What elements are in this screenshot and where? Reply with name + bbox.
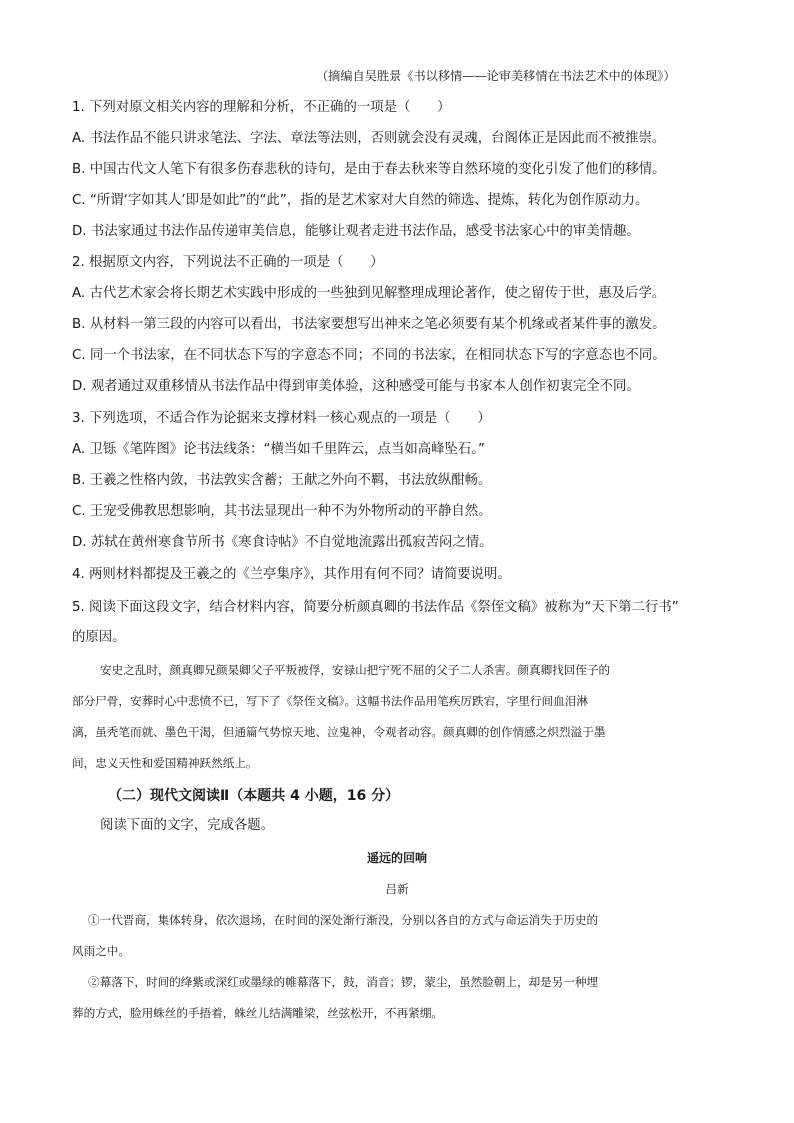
- question-stem: 3. 下列选项，不适合作为论据来支撑材料一核心观点的一项是（ ）: [72, 411, 491, 426]
- passage-line: 安史之乱时，颜真卿兄颜杲卿父子平叛被俘，安禄山把宁死不屈的父子二人杀害。颜真卿找回侄子的: [100, 663, 611, 677]
- question-stem: 1. 下列对原文相关内容的理解和分析，不正确的一项是（ ）: [72, 100, 451, 115]
- option-a: A. 卫铄《笔阵图》论书法线条：“横当如千里阵云，点当如高峰坠石。”: [72, 442, 485, 457]
- option-c: C. 王宠受佛教思想影响，其书法显现出一种不为外物所动的平静自然。: [72, 504, 492, 519]
- question-stem-line-1: 5. 阅读下面这段文字，结合材料内容，简要分析颜真卿的书法作品《祭侄文稿》被称为“天下第二行书”: [72, 600, 679, 615]
- passage-line: 部分尸骨，安葬时心中悲愤不已，写下了《祭侄文稿》。这幅书法作品用笔疾厉跌宕，字里行间血泪淋: [72, 694, 588, 708]
- passage-line: 漓，虽秃笔而就、墨色干渴，但通篇气势惊天地、泣鬼神，令观者动容。颜真卿的创作情感之炽烈溢于墨: [72, 725, 606, 739]
- passage-line: 间，忠义天性和爱国精神跃然纸上。: [72, 756, 258, 770]
- section-heading: （二）现代文阅读Ⅱ（本题共 4 小题，16 分）: [108, 788, 400, 804]
- article-author: 吕新: [385, 882, 409, 896]
- paragraph-line: ②幕落下，时间的绛紫或深红或墨绿的帷幕落下，鼓，消音；锣，蒙尘，虽然脸朝上，却是另一种埋: [88, 975, 599, 989]
- paragraph-line: 葬的方式，脸用蛛丝的手捂着，蛛丝儿结满雕梁，丝弦松开，不再紧绷。: [72, 1006, 444, 1020]
- option-a: A. 书法作品不能只讲求笔法、字法、章法等法则，否则就会没有灵魂，台阁体正是因此而不被推崇。: [72, 131, 666, 146]
- option-a: A. 古代艺术家会将长期艺术实践中形成的一些独到见解整理成理论著作，使之留传于世，惠及后学。: [72, 286, 666, 301]
- option-b: B. 中国古代文人笔下有很多伤春悲秋的诗句，是由于春去秋来等自然环境的变化引发了他们的移情。: [72, 162, 666, 177]
- question-stem-line-2: 的原因。: [72, 630, 126, 645]
- option-c: C. “所谓‘字如其人’即是如此”的“此”，指的是艺术家对大自然的筛选、提炼，转化为创作原动力。: [72, 193, 649, 208]
- question-4: 4. 两则材料都提及王羲之的《兰亭集序》，其作用有何不同？请简要说明。: [72, 567, 511, 582]
- section-instruction: 阅读下面的文字，完成各题。: [100, 818, 275, 833]
- option-c: C. 同一个书法家，在不同状态下写的字意态不同；不同的书法家，在相同状态下写的字意态也不同。: [72, 348, 666, 363]
- paragraph-line: 风雨之中。: [72, 944, 130, 958]
- option-d: D. 书法家通过书法作品传递审美信息，能够让观者走进书法作品，感受书法家心中的审美情趣。: [72, 224, 640, 239]
- option-b: B. 王羲之性格内敛，书法敦实含蓄；王献之外向不羁，书法放纵酣畅。: [72, 473, 492, 488]
- source-note: （摘编自吴胜景《书以移情——论审美移情在书法艺术中的体现》）: [316, 69, 676, 83]
- option-b: B. 从材料一第三段的内容可以看出，书法家要想写出神来之笔必须要有某个机缘或者某件事的激发。: [72, 317, 666, 332]
- option-d: D. 苏轼在黄州寒食节所书《寒食诗帖》不自觉地流露出孤寂苦闷之情。: [72, 535, 493, 550]
- paragraph-line: ①一代晋商，集体转身，依次退场，在时间的深处渐行渐没，分别以各自的方式与命运消失于历史的: [88, 913, 599, 927]
- article-title: 遥远的回响: [366, 851, 427, 865]
- question-stem: 2. 根据原文内容，下列说法不正确的一项是（ ）: [72, 255, 384, 270]
- option-d: D. 观者通过双重移情从书法作品中得到审美体验，这种感受可能与书家本人创作初衷完全不同。: [72, 379, 640, 394]
